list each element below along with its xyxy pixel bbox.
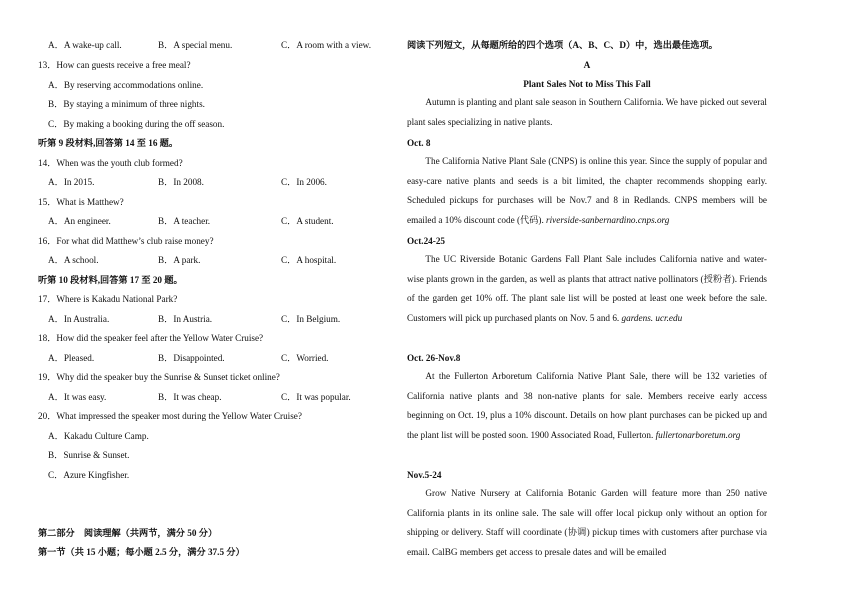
section-9-heading: 听第 9 段材料,回答第 14 至 16 题。 bbox=[38, 138, 179, 148]
question-14: 14．When was the youth club formed? bbox=[38, 158, 183, 168]
q17-option-b: B．In Austria. bbox=[158, 314, 213, 324]
cnps-url: riverside-sanbernardino.cnps.org bbox=[546, 214, 670, 225]
date-heading-2: Oct.24-25 bbox=[407, 236, 446, 246]
q20-option-b: B．Sunrise & Sunset. bbox=[48, 450, 130, 460]
date-heading-3: Oct. 26-Nov.8 bbox=[407, 353, 461, 363]
part-2-heading: 第二部分 阅读理解（共两节，满分 50 分） bbox=[38, 528, 218, 538]
q14-option-b: B．In 2008. bbox=[158, 177, 204, 187]
paragraph-cnps-text: The California Native Plant Sale (CNPS) is online this year. Since the supply of popular and easy-care native plants and seeds is a bit limited, the chapter recommends shopping early. Scheduled pickups for purchases will be Nov.7 and 8 in Redlands. CNPS members will be emailed a 10% discount code (代码). bbox=[407, 156, 767, 225]
question-19: 19．Why did the speaker buy the Sunrise & Sunset ticket online? bbox=[38, 372, 280, 382]
paragraph-cnps bbox=[407, 152, 767, 230]
q13-option-b: B．By staying a minimum of three nights. bbox=[48, 99, 205, 109]
q18-option-b: B．Disappointed. bbox=[158, 353, 225, 363]
fullerton-url: fullertonarboretum.org bbox=[655, 429, 741, 440]
q20-option-a: A．Kakadu Culture Camp. bbox=[48, 431, 149, 441]
paragraph-fullerton-text: At the Fullerton Arboretum California Native Plant Sale, there will be 132 varieties of California native plants and 38 non-native plants for sale. Members receive early access beginning on Oct. 19, plus a 10% discount. Details on how plant purchases can be picked up and the plant list will be posted soon. 1900 Associated Road, Fullerton. bbox=[407, 371, 767, 440]
date-heading-1: Oct. 8 bbox=[407, 138, 431, 148]
ucr-url: gardens. ucr.edu bbox=[621, 312, 683, 323]
passage-letter: A bbox=[583, 60, 591, 70]
passage-title: Plant Sales Not to Miss This Fall bbox=[523, 79, 651, 89]
q18-option-c: C．Worried. bbox=[281, 353, 329, 363]
q14-option-a: A．In 2015. bbox=[48, 177, 95, 187]
question-15: 15．What is Matthew? bbox=[38, 197, 124, 207]
q20-option-c: C．Azure Kingfisher. bbox=[48, 470, 130, 480]
intro-text: Autumn is planting and plant sale season in Southern California. We have picked out several plant sales specializing in native plants. bbox=[407, 97, 767, 127]
q15-option-a: A．An engineer. bbox=[48, 216, 111, 226]
question-18: 18．How did the speaker feel after the Yellow Water Cruise? bbox=[38, 333, 264, 343]
q13-option-c: C．By making a booking during the off season. bbox=[48, 119, 225, 129]
q16-option-a: A．A school. bbox=[48, 255, 99, 265]
q16-option-c: C．A hospital. bbox=[281, 255, 337, 265]
q16-option-b: B．A park. bbox=[158, 255, 201, 265]
q12-option-a: A．A wake-up call. bbox=[48, 40, 122, 50]
paragraph-calbg bbox=[407, 484, 767, 562]
q12-option-c: C．A room with a view. bbox=[281, 40, 371, 50]
q19-option-b: B．It was cheap. bbox=[158, 392, 222, 402]
question-20: 20．What impressed the speaker most during the Yellow Water Cruise? bbox=[38, 411, 302, 421]
date-heading-4: Nov.5-24 bbox=[407, 470, 442, 480]
q18-option-a: A．Pleased. bbox=[48, 353, 95, 363]
question-13: 13．How can guests receive a free meal? bbox=[38, 60, 191, 70]
paragraph-ucr bbox=[407, 250, 767, 328]
q15-option-c: C．A student. bbox=[281, 216, 334, 226]
paragraph-calbg-text: Grow Native Nursery at California Botanic Garden will feature more than 250 native California plants in its online sale. The sale will offer local pickup only without an option for shipping or delivery. Staff will coordinate (协调) pickup times with customers after purchase via email. CalBG members get access to presale dates and will be emailed bbox=[407, 488, 767, 557]
q17-option-a: A．In Australia. bbox=[48, 314, 110, 324]
paragraph-ucr-text: The UC Riverside Botanic Gardens Fall Plant Sale includes California native and water-wise plants grown in the garden, as well as plants that attract native pollinators (授粉者). Friends of the garden get 10% off. The plant sale list will be posted at least one week before the sale. Customers will pick up purchased plants on Nov. 5 and 6. bbox=[407, 254, 767, 323]
q14-option-c: C．In 2006. bbox=[281, 177, 327, 187]
q13-option-a: A．By reserving accommodations online. bbox=[48, 80, 204, 90]
q17-option-c: C．In Belgium. bbox=[281, 314, 341, 324]
q15-option-b: B．A teacher. bbox=[158, 216, 211, 226]
question-16: 16．For what did Matthew’s club raise money? bbox=[38, 236, 214, 246]
section-10-heading: 听第 10 段材料,回答第 17 至 20 题。 bbox=[38, 275, 183, 285]
question-17: 17．Where is Kakadu National Park? bbox=[38, 294, 178, 304]
section-1-heading: 第一节（共 15 小题；每小题 2.5 分，满分 37.5 分） bbox=[38, 547, 245, 557]
intro-paragraph bbox=[407, 93, 767, 132]
q19-option-a: A．It was easy. bbox=[48, 392, 107, 402]
q12-option-b: B．A special menu. bbox=[158, 40, 233, 50]
paragraph-fullerton bbox=[407, 367, 767, 445]
q19-option-c: C．It was popular. bbox=[281, 392, 351, 402]
reading-instruction: 阅读下列短文，从每题所给的四个选项（A、B、C、D）中，选出最佳选项。 bbox=[407, 40, 718, 50]
